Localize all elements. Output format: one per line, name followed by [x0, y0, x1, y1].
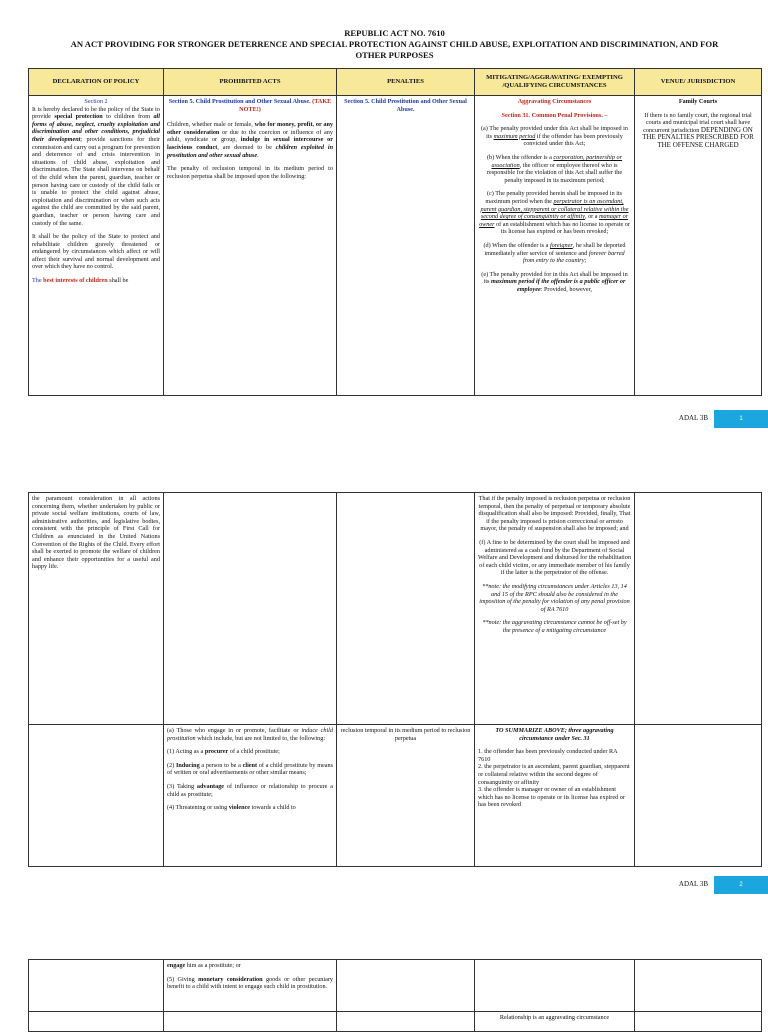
venue-cell [635, 493, 762, 725]
prohibited-item-4: (4) Threatening or using violence towards a child to [167, 804, 296, 812]
provision-a: (a) The penalty provided under this Act shall be imposed in its maximum period if the offender has been previously convicted under this Act; [481, 125, 628, 148]
policy-paragraph-3: The best interests of children shall be [32, 277, 129, 285]
table-row [29, 725, 762, 867]
penalties-cell: reclusion temporal in its medium period to reclusion perpetua [337, 725, 475, 867]
prohibited-acts-cell [164, 96, 337, 396]
summary-heading: TO SUMMARIZE ABOVE; three aggravating circumstance under Sec. 31 [495, 727, 614, 742]
col-header-policy: DECLARATION OF POLICY [29, 69, 164, 96]
venue-cell [635, 1012, 762, 1032]
prohibited-item-4-cont: engage him as a prostitute; or [167, 962, 241, 969]
section-heading: Section 2 [84, 98, 108, 105]
page-footer [568, 410, 768, 428]
provision-b: (b) When the offender is a corporation, partnership or association, the officer or employee thereof who is responsible for the violation of this Act shall suffer the penalty imposed in its maximum period; [486, 153, 623, 184]
provision-f: (f) A fine to be determined by the court shall be imposed and administered as a cash fund by the Department of Social Welfare and Development and disbursed for the rehabilitation of each child victim, or any immediate member of his family if the latter is the perpetrator of the offense. [478, 538, 631, 577]
prohibited-item-2: (2) Inducing a person to be a client of a child prostitute by means of written or oral advertisements or other similar means; [167, 761, 334, 777]
footer-label: ADAL 3B [678, 414, 708, 422]
title-line-3: OTHER PURPOSES [355, 50, 434, 60]
table-row [29, 493, 762, 725]
prohibited-paragraph-1: Children, whether male or female, who for money, profit, or any other consideration or due to the coercion or influence of any adult, syndicate or group, indulge in sexual intercourse or lascivious conduct, are deemed to be children exploited in prostitution and other sexual abuse. [167, 121, 334, 159]
table-row [29, 1012, 762, 1032]
prohibited-paragraph-a: (a) Those who engage in or promote, facilitate or induce child prostitution which include, but are not limited to, the following: [167, 727, 333, 742]
page-number-badge: 2 [714, 876, 768, 894]
provision-d: (d) When the offender is a foreigner, he shall be deported immediately after service of sentence and forever barred from entry to the country; [483, 241, 626, 265]
circumstances-cell [475, 493, 635, 725]
prohibited-item-3: (3) Taking advantage of influence or relationship to procure a child as prostitute; [167, 782, 333, 798]
page-number-badge: 1 [714, 410, 768, 428]
prohibited-paragraph-2: The penalty of reclusion temporal in its medium period to reclusion perpetua shall be imposed upon the following: [167, 165, 333, 180]
summary-item-2: 2. the perpetrator is an ascendant, parent guardian, stepparent or collateral relative within the second degree of consanguinity or affinity [478, 763, 630, 786]
prohibited-acts-cell [164, 960, 337, 1012]
page-3-table [28, 959, 762, 1032]
prohibited-acts-cell [164, 725, 337, 867]
note-1: **note: the modifying circumstances under Articles 13, 14 and 15 of the RPC should also be considered in the imposition of the penalty for violation of any penal provision of RA 7610 [479, 582, 630, 613]
venue-cell [635, 96, 762, 396]
page-1-table [28, 68, 762, 396]
prohibited-item-1: (1) Acting as a procurer of a child prostitute; [167, 748, 280, 756]
page-2-table [28, 492, 762, 867]
family-courts-heading: Family Courts [678, 98, 718, 105]
circumstances-cell: Relationship is an aggravating circumstance [475, 1012, 635, 1032]
col-header-penalties: PENALTIES [337, 69, 475, 96]
provision-e: (e) The penalty provided for in this Act shall be imposed in its maximum period if the offender is a public officer or employee: Provided, however, [481, 270, 628, 293]
venue-cell [635, 960, 762, 1012]
prohibited-acts-cell [164, 1012, 337, 1032]
venue-cell [635, 725, 762, 867]
title-line-2: AN ACT PROVIDING FOR STRONGER DETERRENCE AND SPECIAL PROTECTION AGAINST CHILD ABUSE, EXPLOITATION AND DISCRIMINATION, AND FOR [70, 39, 719, 49]
table-header-row [29, 69, 762, 96]
policy-cell [29, 725, 164, 867]
policy-paragraph-1: It is hereby declared to be the policy of the State to provide special protection to children from all forms of abuse, neglect, cruelty exploitation and discrimination and other conditions, prejudicial their development; provide sanctions for their commission and carry out a program for prevention and deterrence of and crisis intervention in situations of child abuse, exploitation and discrimination. The State shall intervene on behalf of the child when the parent, guardian, teacher or person having care or custody of the child fails or is unable to protect the child against abuse, exploitation and discrimination or when such acts against the child are committed by the said parent, guardian, teacher or person having care and custody of the same. [32, 105, 160, 227]
penalties-cell [337, 960, 475, 1012]
table-row [29, 960, 762, 1012]
table-row [29, 96, 762, 396]
section-heading: Section 5. Child Prostitution and Other Sexual Abuse. [344, 98, 467, 113]
col-header-prohibited-acts: PROHIBITED ACTS [164, 69, 337, 96]
col-header-venue: VENUE/ JURISDICTION [635, 69, 762, 96]
prohibited-item-5: (5) Giving monetary consideration goods or other pecuniary benefit to a child with intent to engage such child in prostitution. [167, 975, 334, 991]
summary-item-1: 1. the offender has been previously conducted under RA 7610 [478, 748, 618, 763]
penalties-cell [337, 96, 475, 396]
prohibited-acts-cell [164, 493, 337, 725]
section-heading: Section 5. Child Prostitution and Other Sexual Abuse. (TAKE NOTE!) [168, 98, 332, 113]
policy-cell: the paramount consideration in all actions concerning them, whether undertaken by public or private social welfare institutions, courts of law, administrative authorities, and legislative bodies, consistent with the principle of First Call for Children as enunciated in the United Nations Convention of the Rights of the Child. Every effort shall be exerted to promote the welfare of children and enhance their opportunities for a useful and happy life. [29, 493, 164, 725]
policy-cell [29, 960, 164, 1012]
section-31-heading: Section 31. Common Penal Provisions. – [501, 111, 608, 119]
policy-cell [29, 96, 164, 396]
summary-item-3: 3. the offender is manager or owner of an establishment which has no license to operate or its license has expired or has been revoked [478, 786, 625, 809]
footer-label: ADAL 3B [678, 880, 708, 888]
policy-paragraph-2: It shall be the policy of the State to protect and rehabilitate children gravely threatened or endangered by circumstances which affect or will affect their survival and normal development and over which they have no control. [32, 233, 160, 271]
venue-text: If there is no family court, the regional trial courts and municipal trial court shall have concurrent jurisdiction DEPENDING ON THE PENALTIES PRESCRIBED FOR THE OFFENSE CHARGED [642, 111, 754, 149]
title-line-1: REPUBLIC ACT NO. 7610 [344, 28, 445, 38]
col-header-circumstances: MITIGATING/AGGRAVATING/ EXEMPTING /QUALIFYING CIRCUMSTANCES [475, 69, 635, 96]
circumstances-cell [475, 960, 635, 1012]
circumstances-cell [475, 725, 635, 867]
provision-c: (c) The penalty provided herein shall be imposed in its maximum period when the perpetrator is an ascendant, parent guardian, stepparent or collateral relative within the second degree of consanguinity or affinity, or a manager or owner of an establishment which has no license to operate or its license has expired or has been revoked; [479, 190, 630, 236]
policy-cell [29, 1012, 164, 1032]
penalties-cell [337, 493, 475, 725]
page-footer [568, 876, 768, 894]
penalties-cell [337, 1012, 475, 1032]
note-2: **note: the aggravating circumstance cannot be off-set by the presence of a mitigating circumstance [482, 619, 627, 634]
aggravating-heading: Aggravating Circumstances [517, 98, 592, 105]
provision-e-cont: That if the penalty imposed is reclusion perpetua or reclusion temporal, then the penalty of perpetual or temporary absolute disqualification shall also be imposed: Provided, finally, That if the penalty imposed is prision correccional or arresto mayor, the penalty of suspension shall also be imposed; and [478, 495, 631, 533]
document-title [28, 28, 761, 61]
circumstances-cell [475, 96, 635, 396]
